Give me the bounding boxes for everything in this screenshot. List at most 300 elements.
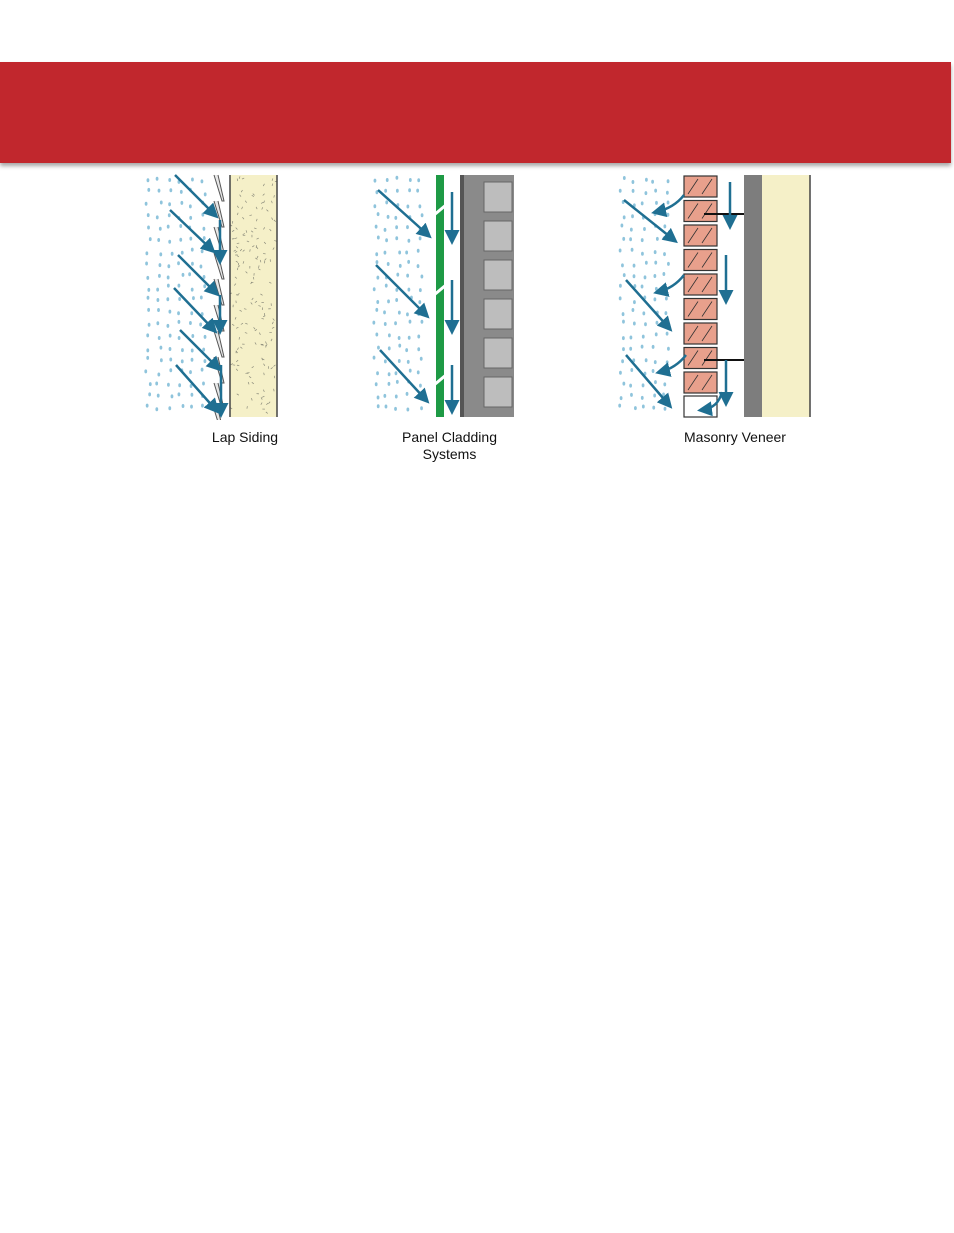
rain-drop (398, 359, 401, 363)
rain-drop (191, 358, 194, 362)
rain-drop (416, 189, 419, 193)
rain-drop (633, 274, 636, 278)
rain-drop (189, 370, 192, 374)
rain-drop (420, 357, 423, 361)
rain-drop (417, 249, 420, 253)
caption-line: Panel Cladding (402, 429, 497, 445)
rain-drop (388, 346, 391, 350)
rain-drop (408, 336, 411, 340)
rain-drop (192, 296, 195, 300)
rain-drop (179, 224, 182, 228)
rain-drop (417, 178, 420, 182)
rain-drop (189, 321, 192, 325)
rain-drop (181, 359, 184, 363)
rain-drop (168, 240, 171, 244)
rain-drop (387, 215, 390, 219)
rain-drop (641, 285, 644, 289)
rain-drop (171, 394, 174, 398)
rain-drop (148, 392, 151, 396)
rain-drop (405, 348, 408, 352)
rain-drop (372, 321, 375, 325)
rain-drop (629, 237, 632, 241)
rain-drop (421, 213, 424, 217)
rain-drop (656, 237, 659, 241)
rain-drop (619, 371, 622, 375)
rain-drop (201, 179, 204, 183)
rain-drop (377, 212, 380, 216)
rain-drop (145, 251, 148, 255)
rain-drop (388, 372, 391, 376)
masonry-veneer-illustration (614, 170, 819, 420)
rain-drop (201, 213, 204, 217)
deflected-water-arrow (656, 195, 684, 212)
rain-drop (651, 180, 654, 184)
rain-drop (182, 273, 185, 277)
rain-drop (396, 189, 399, 193)
rain-drop (634, 406, 637, 410)
rain-drop (201, 404, 204, 408)
rain-drop (622, 347, 625, 351)
rain-drop (409, 178, 412, 182)
rain-drop (159, 252, 162, 256)
rain-drop (622, 336, 625, 340)
rain-drop (191, 262, 194, 266)
rain-drop (642, 311, 645, 315)
rain-drop (419, 384, 422, 388)
rain-drop (178, 336, 181, 340)
rain-drop (180, 201, 183, 205)
rain-drop (645, 191, 648, 195)
rain-drop (169, 347, 172, 351)
rain-drop (667, 179, 670, 183)
rain-drop (395, 225, 398, 229)
rain-drop (620, 396, 623, 400)
rain-drop (157, 238, 160, 242)
rain-drop (420, 406, 423, 410)
rain-drop (383, 394, 386, 398)
rain-drop (395, 371, 398, 375)
rain-drop (167, 264, 170, 268)
rain-drop (200, 264, 203, 268)
rain-drop (376, 260, 379, 264)
rain-drop (385, 284, 388, 288)
cmu-cell (484, 299, 512, 329)
rain-drop (641, 201, 644, 205)
rain-drop (407, 360, 410, 364)
rain-drop (407, 239, 410, 243)
rain-drop (377, 404, 380, 408)
rain-drop (664, 407, 667, 411)
rain-drop (645, 358, 648, 362)
rain-drop (155, 381, 158, 385)
rain-drop (191, 334, 194, 338)
rain-drop (146, 333, 149, 337)
rain-drop (156, 298, 159, 302)
rain-drop (160, 358, 163, 362)
rain-drop (177, 311, 180, 315)
rain-drop (633, 322, 636, 326)
rain-drop (641, 252, 644, 256)
rain-drop (167, 275, 170, 279)
rain-drop (202, 381, 205, 385)
rain-drop (377, 346, 380, 350)
rain-drop (394, 321, 397, 325)
rain-drop (155, 407, 158, 411)
rain-drop (630, 393, 633, 397)
rain-drop (417, 312, 420, 316)
rain-drop (146, 276, 149, 280)
rain-drop (622, 237, 625, 241)
rain-drop (622, 312, 625, 316)
rain-drop (167, 284, 170, 288)
rain-drop (641, 238, 644, 242)
rain-drop (159, 227, 162, 231)
rain-drop (619, 189, 622, 193)
rain-drop (384, 322, 387, 326)
rain-drop (166, 324, 169, 328)
rain-drop (406, 312, 409, 316)
rain-drop (666, 191, 669, 195)
rain-drop (191, 393, 194, 397)
rain-drop (633, 300, 636, 304)
rain-drop (146, 356, 149, 360)
rain-drop (417, 347, 420, 351)
rain-drop (169, 334, 172, 338)
rain-drop (385, 200, 388, 204)
rain-drop (178, 297, 181, 301)
lap-board (214, 357, 224, 383)
rain-drop (399, 264, 402, 268)
rain-drop (156, 321, 159, 325)
rain-drop (157, 394, 160, 398)
rain-drop (417, 334, 420, 338)
rain-drop (395, 176, 398, 180)
rain-drop (407, 288, 410, 292)
rain-drop (374, 179, 377, 183)
driven-rain-arrow (176, 365, 216, 410)
rain-drop (376, 300, 379, 304)
rain-drop (633, 264, 636, 268)
rain-drop (405, 251, 408, 255)
rain-drop (642, 383, 645, 387)
rain-drops (144, 177, 206, 411)
masonry-veneer-diagram (614, 170, 819, 420)
rain-drop (203, 227, 206, 231)
rain-drop (188, 272, 191, 276)
rain-drop (204, 359, 207, 363)
rain-drop (632, 180, 635, 184)
rain-drop (621, 359, 624, 363)
rain-drop (385, 405, 388, 409)
rain-drop (418, 300, 421, 304)
rain-drop (645, 178, 648, 182)
rain-drop (654, 380, 657, 384)
lap-siding-diagram (140, 170, 285, 420)
rain-drop (168, 406, 171, 410)
rain-drop (384, 251, 387, 255)
rain-drop (398, 251, 401, 255)
rain-drop (156, 215, 159, 219)
furring-strip (460, 175, 464, 417)
rain-drop (377, 236, 380, 240)
rain-drop (663, 252, 666, 256)
rain-drop (387, 262, 390, 266)
rain-drop (169, 368, 172, 372)
rain-drop (417, 264, 420, 268)
rain-drop (629, 347, 632, 351)
caption-masonry-veneer (670, 429, 800, 446)
panel-cladding-illustration (368, 170, 518, 420)
rain-drop (654, 189, 657, 193)
rain-drop (631, 214, 634, 218)
water-arrows (170, 175, 221, 413)
rain-drop (383, 310, 386, 314)
rain-drop (409, 320, 412, 324)
lap-siding-illustration (140, 170, 285, 420)
rain-drop (156, 177, 159, 181)
bricks (684, 176, 717, 417)
rain-drop (384, 189, 387, 193)
rain-drop (375, 308, 378, 312)
driven-rain-arrow (376, 265, 426, 315)
caption-line: Masonry Veneer (684, 429, 786, 445)
rain-drop (406, 408, 409, 412)
rain-drop (394, 407, 397, 411)
rain-drop (149, 382, 152, 386)
rain-drop (417, 370, 420, 374)
rain-drop (191, 288, 194, 292)
rain-drop (653, 274, 656, 278)
rain-drop (619, 248, 622, 252)
rain-drop (204, 335, 207, 339)
rain-drop (177, 261, 180, 265)
rain-drop (168, 310, 171, 314)
rain-drop (201, 249, 204, 253)
rain-drop (166, 297, 169, 301)
rain-drop (641, 396, 644, 400)
rain-drop (160, 346, 163, 350)
rain-drop (398, 336, 401, 340)
rain-drop (178, 392, 181, 396)
rain-drop (394, 216, 397, 220)
rain-drop (179, 238, 182, 242)
rain-drop (178, 383, 181, 387)
rain-drop (189, 237, 192, 241)
insulation-cavity (762, 175, 810, 417)
rain-drop (629, 384, 632, 388)
sheathing-layer (230, 175, 277, 417)
rain-drop (395, 298, 398, 302)
rain-drop (388, 382, 391, 386)
rain-drop (182, 404, 185, 408)
rain-drop (159, 263, 162, 267)
rain-drop (375, 382, 378, 386)
rain-drops (372, 176, 423, 412)
cmu-cell (484, 377, 512, 407)
rain-drop (203, 284, 206, 288)
rain-drop (373, 356, 376, 360)
rain-drop (375, 225, 378, 229)
rain-drop (407, 260, 410, 264)
rain-drop (147, 188, 150, 192)
rain-drop (630, 368, 633, 372)
rain-drop (631, 248, 634, 252)
rain-drop (655, 332, 658, 336)
rain-drop (386, 178, 389, 182)
rain-drop (146, 348, 149, 352)
rain-drop (169, 357, 172, 361)
rain-drop (373, 204, 376, 208)
rain-drop (419, 236, 422, 240)
rain-drop (204, 192, 207, 196)
caption-panel-cladding (382, 429, 517, 463)
rain-drop (158, 189, 161, 193)
driven-rain-arrow (626, 280, 669, 328)
rain-drop (406, 392, 409, 396)
driven-rain-arrow (380, 350, 426, 400)
rain-drop (181, 251, 184, 255)
panel-cladding-diagram (368, 170, 518, 420)
rain-drop (168, 213, 171, 217)
rain-drop (147, 308, 150, 312)
rain-drop (406, 274, 409, 278)
driven-rain-arrow (180, 330, 218, 368)
rain-drop (619, 296, 622, 300)
rain-drop (181, 348, 184, 352)
rain-drop (191, 348, 194, 352)
rain-drop (655, 287, 658, 291)
rain-drop (146, 404, 149, 408)
rain-drop (160, 200, 163, 204)
rain-drop (149, 237, 152, 241)
rain-drop (656, 321, 659, 325)
rain-drop (623, 215, 626, 219)
rain-drop (619, 284, 622, 288)
cmu-cell (484, 221, 512, 251)
texture-fleck (239, 337, 240, 339)
rain-drop (376, 371, 379, 375)
rain-drop (375, 252, 378, 256)
rain-drop (409, 369, 412, 373)
driven-rain-arrow (174, 288, 214, 330)
rain-drop (666, 360, 669, 364)
rain-drop (653, 393, 656, 397)
rain-drop (158, 336, 161, 340)
rain-drop (406, 225, 409, 229)
rain-drop (375, 333, 378, 337)
rain-drop (203, 236, 206, 240)
rain-drop (642, 335, 645, 339)
lap-board (214, 409, 224, 420)
sheathing-board (744, 175, 762, 417)
rain-drop (630, 336, 633, 340)
rain-drop (396, 273, 399, 277)
rain-drop (622, 320, 625, 324)
rain-drop (654, 261, 657, 265)
cmu-cell (484, 260, 512, 290)
rain-drop (167, 383, 170, 387)
lap-board (214, 383, 224, 409)
rain-drop (421, 275, 424, 279)
caption-lap-siding (200, 429, 290, 446)
rain-drop (388, 333, 391, 337)
cmu-cell (484, 338, 512, 368)
rain-drop (406, 204, 409, 208)
rain-drop (632, 189, 635, 193)
deflected-water-arrow (658, 275, 684, 292)
driven-rain-arrow (624, 200, 674, 240)
rain-drop (178, 284, 181, 288)
rain-drop (200, 296, 203, 300)
driven-rain-arrow (626, 355, 669, 405)
rain-drop (654, 360, 657, 364)
rain-drop (169, 188, 172, 192)
rain-drop (180, 190, 183, 194)
rain-drop (621, 263, 624, 267)
rain-drop (654, 250, 657, 254)
rain-drop (145, 261, 148, 265)
rain-drop (655, 201, 658, 205)
rain-drop (191, 178, 194, 182)
rain-drop (171, 252, 174, 256)
rain-drop (190, 405, 193, 409)
rain-drop (421, 320, 424, 324)
rain-drop (189, 204, 192, 208)
rain-drop (663, 224, 666, 228)
rain-drop (644, 322, 647, 326)
rain-drop (408, 188, 411, 192)
rain-drop (167, 225, 170, 229)
rain-drop (662, 272, 665, 276)
rain-drop (645, 261, 648, 265)
rain-drop (665, 296, 668, 300)
lap-board (214, 331, 224, 357)
rain-drop (654, 212, 657, 216)
cmu-cell (484, 182, 512, 212)
rain-drop (643, 227, 646, 231)
rain-drop (395, 236, 398, 240)
rain-drop (667, 213, 670, 217)
rain-drop (652, 369, 655, 373)
rain-drop (663, 236, 666, 240)
rain-drop (189, 216, 192, 220)
rain-drop (622, 382, 625, 386)
rain-drop (376, 276, 379, 280)
rain-drop (395, 394, 398, 398)
rain-drop (630, 228, 633, 232)
rain-drop (618, 404, 621, 408)
lap-board (214, 175, 224, 201)
rain-drop (387, 299, 390, 303)
rain-drop (652, 345, 655, 349)
deflected-water-arrow (660, 355, 686, 372)
rain-drop (190, 311, 193, 315)
rain-drop (667, 200, 670, 204)
rain-drop (641, 345, 644, 349)
rain-drop (156, 288, 159, 292)
rain-drop (147, 296, 150, 300)
rain-drop (178, 320, 181, 324)
rain-drop (621, 224, 624, 228)
rain-drop (168, 178, 171, 182)
rain-drop (148, 323, 151, 327)
rain-drop (623, 176, 626, 180)
rain-drop (666, 332, 669, 336)
rain-drop (632, 308, 635, 312)
rain-drop (398, 311, 401, 315)
rain-drop (144, 369, 147, 373)
rain-drop (147, 226, 150, 230)
